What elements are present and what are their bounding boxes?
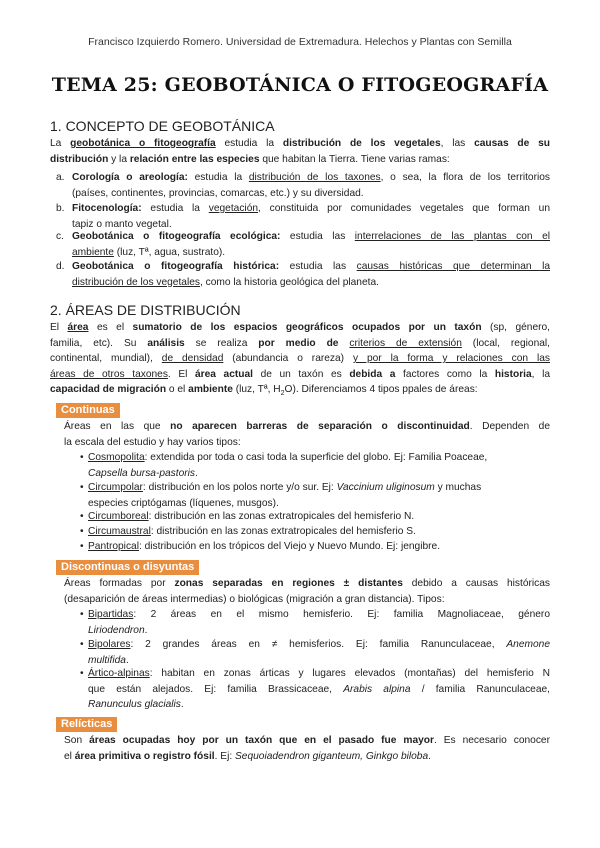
list-item-circumboreal: • Circumboreal: distribución en las zonas extratropicales del hemisferio N. [80,511,415,522]
disyuntas-intro: Áreas formadas por zonas separadas en regiones ± distantes debido a causas históricas (desaparición de áreas intermedias) o biológicas (migración a gran distancia). Tipos: [64,578,550,605]
list-item-cosmopolita: • Cosmopolita: extendida por toda o casi toda la superficie del globo. Ej: Familia Poaceae, Capsella bursa-pastoris. [80,452,488,479]
list-item-circumpolar: • Circumpolar: distribución en los polos norte y/o sur. Ej: Vaccinium uliginosum y muchas especies criptógamas (líquenes, musgos). [80,482,482,509]
tag-continuas: Continuas [56,403,120,418]
list-item-corologia: a. Corología o areología: estudia la distribución de los taxones, o sea, la flora de los territorios (países, continentes, provincias, comarcas, etc.) y su diversidad. [56,172,551,199]
list-item-artico-alpinas: • Ártico-alpinas: habitan en zonas árticas y lugares elevados (montañas) del hemisferio N que están alejados. Ej: familia Brassicaceae, Arabis alpina / familia Ranunculaceae, Ranunculus glacialis. [80,668,551,711]
page-title: TEMA 25: GEOBOTÁNICA O FITOGEOGRAFÍA [51,74,549,96]
page-header: Francisco Izquierdo Romero. Universidad de Extremadura. Helechos y Plantas con Semilla [88,36,512,48]
list-item-bipartidas: • Bipartidas: 2 áreas en el mismo hemisferio. Ej: familia Magnoliaceae, género Liriodendron. [80,609,550,636]
list-item-fitocenologia: b. Fitocenología: estudia la vegetación, constituida por comunidades vegetales que forman un tapiz o manto vegetal. [56,203,550,230]
list-item-geobotanica-historica: d. Geobotánica o fitogeografía histórica: estudia las causas históricas que determinan la distribución de los vegetales, como la historia geológica del planeta. [56,261,550,288]
list-item-bipolares: • Bipolares: 2 grandes áreas en ≠ hemisferios. Ej: familia Ranunculaceae, Anemone multifida. [80,639,550,666]
section-1-intro: La geobotánica o fitogeografía estudia la distribución de los vegetales, las causas de su distribución y la relación entre las especies que habitan la Tierra. Tiene varias ramas: [50,138,551,165]
section-2-intro: El área es el sumatorio de los espacios geográficos ocupados por un taxón (sp, género, familia, etc). Su análisis se realiza por medio de criterios de extensión (local, regional, continental, mundial), de densidad (abundancia o rareza) y por la forma y relaciones con las áreas de otros taxones. El área actual de un taxón es debida a factores como la historia, la capacidad de migración o el ambiente (luz, Tª, $H_2O$). Diferenciamos 4 tipos ppales de áreas: [50,322,551,398]
section-2-heading: 2. ÁREAS DE DISTRIBUCIÓN [50,302,241,318]
list-item-geobotanica-ecologica: c. Geobotánica o fitogeografía ecológica: estudia las interrelaciones de las plantas con el ambiente (luz, Tª, agua, sustrato). [56,231,550,258]
list-item-circumaustral: • Circumaustral: distribución en las zonas extratropicales del hemisferio S. [80,526,416,537]
section-1-heading: 1. CONCEPTO DE GEOBOTÁNICA [50,118,275,134]
tag-discontinuas: Discontinuas o disyuntas [56,560,199,575]
relicticas-text: Son áreas ocupadas hoy por un taxón que en el pasado fue mayor. Es necesario conocer el área primitiva o registro fósil. Ej: Sequoiadendron giganteum, Ginkgo biloba. [64,735,550,762]
list-item-pantropical: • Pantropical: distribución en los trópicos del Viejo y Nuevo Mundo. Ej: jengibre. [80,541,441,552]
continuas-intro: Áreas en las que no aparecen barreras de separación o discontinuidad. Dependen de la escala del estudio y hay varios tipos: [64,421,550,448]
tag-relicticas: Relícticas [56,717,117,732]
